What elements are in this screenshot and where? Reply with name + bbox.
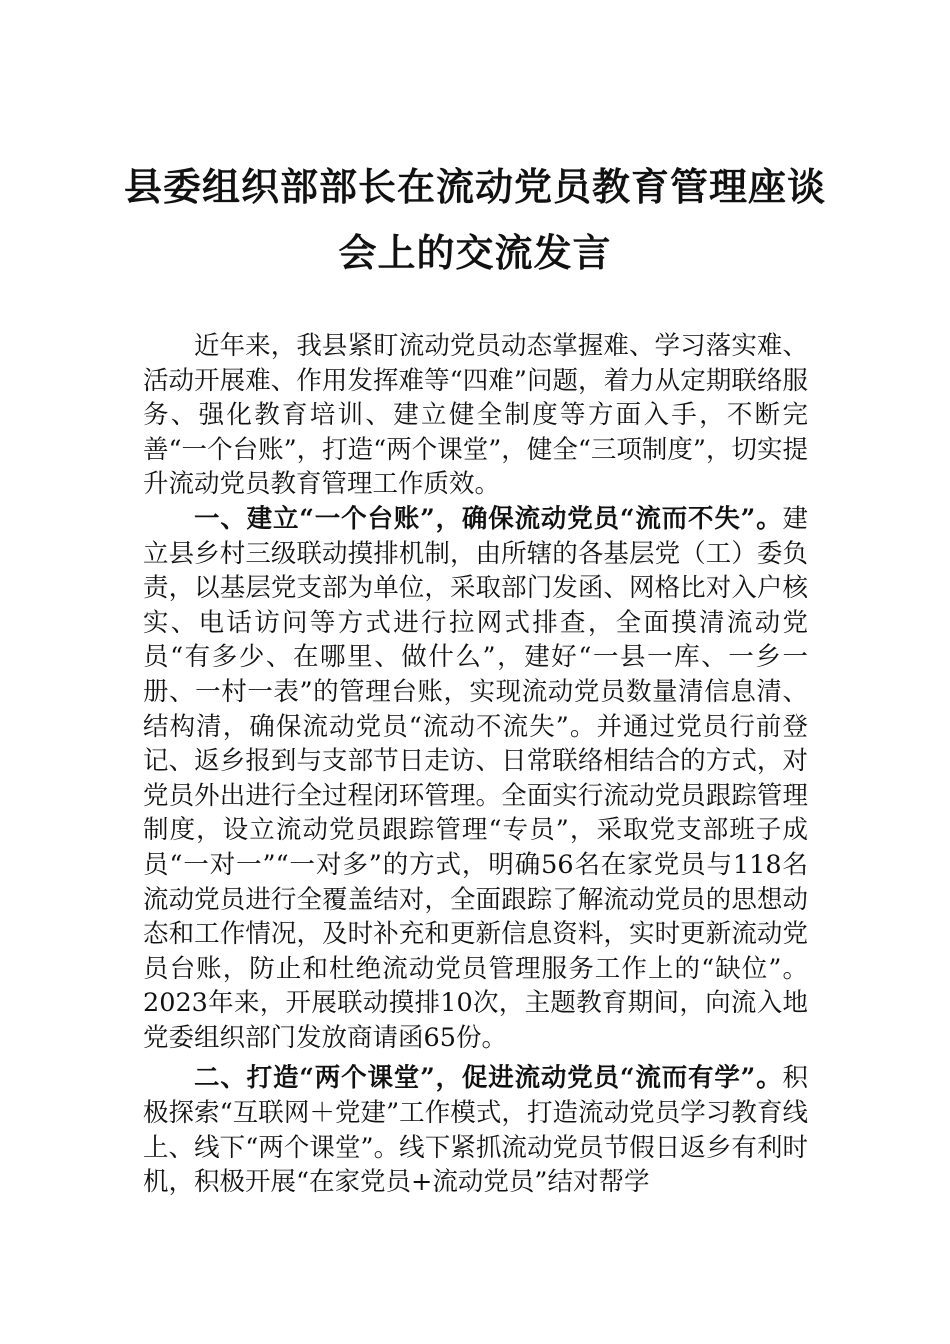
section-1-paragraph [143, 502, 808, 1056]
document-title-line-1: 县委组织部部长在流动党员教育管理座谈 [123, 164, 826, 209]
section-1-heading: 一、建立“一个台账”，确保流动党员“流而不失”。 [194, 503, 783, 534]
section-1-text: 建立县乡村三级联动摸排机制，由所辖的各基层党（工）委负责，以基层党支部为单位，采取部门发函、网格比对入户核实、电话访问等方式进行拉网式排查，全面摸清流动党员“有多少、在哪里、做什么”，建好“一县一库、一乡一册、一村一表”的管理台账，实现流动党员数量清信息清、结构清，确保流动党员“流动不流失”。并通过党员行前登记、返乡报到与支部节日走访、日常联络相结合的方式，对党员外出进行全过程闭环管理。全面实行流动党员跟踪管理制度，设立流动党员跟踪管理“专员”，采取党支部班子成员“一对一”“一对多”的方式，明确56名在家党员与118名流动党员进行全覆盖结对，全面跟踪了解流动党员的思想动态和工作情况，及时补充和更新信息资料，实时更新流动党员台账，防止和杜绝流动党员管理服务工作上的“缺位”。2023年来，开展联动摸排10次，主题教育期间，向流入地党委组织部门发放商请函65份。 [143, 503, 808, 1053]
intro-text: 近年来，我县紧盯流动党员动态掌握难、学习落实难、活动开展难、作用发挥难等“四难”问题，着力从定期联络服务、强化教育培训、建立健全制度等方面入手，不断完善“一个台账”，打造“两个课堂”，健全“三项制度”，切实提升流动党员教育管理工作质效。 [143, 331, 808, 500]
intro-paragraph [143, 329, 808, 502]
section-2-text: 积极探索“互联网＋党建”工作模式，打造流动党员学习教育线上、线下“两个课堂”。线下紧抓流动党员节假日返乡有利时机，积极开展“在家党员+流动党员”结对帮学 [143, 1063, 808, 1198]
document-title-line-2: 会上的交流发言 [338, 230, 612, 275]
section-2-heading: 二、打造“两个课堂”，促进流动党员“流而有学”。 [194, 1063, 783, 1094]
document-body [143, 329, 808, 1200]
section-2-paragraph [143, 1061, 808, 1199]
